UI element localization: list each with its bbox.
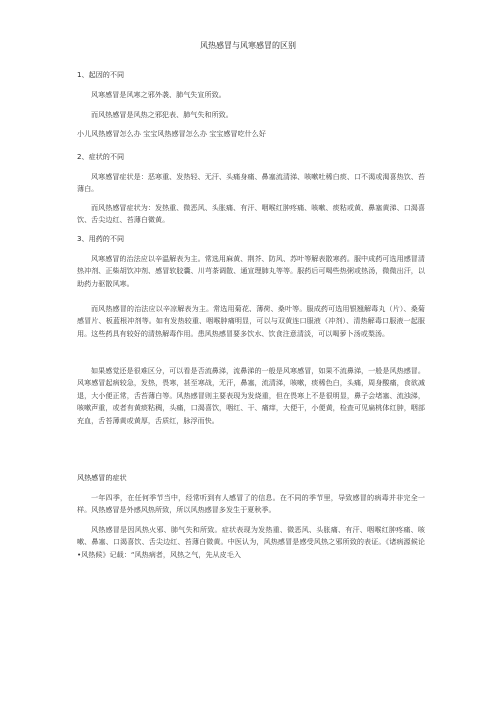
paragraph-8: 一年四季，在任何季节当中，经常听到有人感冒了的信息。在不同的季节里，导致感冒的病毒并非完全一样。风热感冒是外感风热所致，所以风热感冒多发生于夏秋季。 xyxy=(77,493,425,515)
section-heading-1: 1、起因的不同 xyxy=(77,70,125,79)
section-heading-2: 2、症状的不同 xyxy=(77,152,125,161)
paragraph-6: 而风热感冒的治法应以辛凉解表为主。常选用菊花、薄荷、桑叶等。服成药可选用银翘解毒丸（片）、桑菊感冒片、板蓝根冲剂等。如有发热较重、咽喉肿痛明显，可以与双黄连口服液（冲剂）、清热解毒口服液一起服用。这些药具有较好的清热解毒作用。患风热感冒要多饮水、饮食注意清淡，可以喝萝卜汤或梨汤。 xyxy=(77,304,425,338)
paragraph-1: 风寒感冒是风寒之邪外袭、肺气失宣所致。 xyxy=(91,90,226,99)
section-heading-3: 3、用药的不同 xyxy=(77,234,125,243)
paragraph-3: 风寒感冒症状是：恶寒重、发热轻、无汗、头痛身痛、鼻塞流清涕、咳嗽吐稀白痰、口不渴或渴喜热饮、苔薄白。 xyxy=(77,172,425,194)
paragraph-2: 而风热感冒是风热之邪犯表、肺气失和所致。 xyxy=(91,110,233,119)
paragraph-7: 如果感觉还是很难区分，可以看是否流鼻涕，流鼻涕的一般是风寒感冒，如果不流鼻涕，一般是风热感冒。风寒感冒起病较急，发热，畏寒，甚至寒战，无汗，鼻塞，流清涕，咳嗽，痰稀色白，头痛，周身酸痛，食欲减退，大小便正常，舌苔薄白等。风热感冒则主要表现为发烧重，但在畏寒上不是很明显，鼻子会堵塞、流浊涕，咳嗽声重，或者有黄痰粘稠，头痛，口渴喜饮，咽红、干、痛痒，大便干，小便黄，检查可见扁桃体红肿，咽部充血，舌苔薄黄或黄厚，舌质红，脉浮而快。 xyxy=(77,366,425,425)
document-title: 风热感冒与风寒感冒的区别 xyxy=(200,41,296,50)
paragraph-4: 而风热感冒症状为：发热重、微恶风、头胀痛、有汗、咽喉红肿疼痛、咳嗽、痰粘或黄、鼻塞黄涕、口渴喜饮、舌尖边红、苔薄白微黄。 xyxy=(77,203,425,225)
paragraph-9: 风热感冒是因风热火邪、肺气失和所致。症状表现为发热重、微恶风、头胀痛、有汗、咽喉红肿疼痛、咳嗽、鼻塞、口渴喜饮、舌尖边红、苔薄白微黄。中医认为，风热感冒是感受风热之邪所致的表证。《诸病源候论•风热候》记载：“风热病者，风热之气，先从皮毛入 xyxy=(77,525,425,559)
section-heading-4: 风热感冒的症状 xyxy=(77,473,127,482)
paragraph-5: 风寒感冒的治法应以辛温解表为主。常选用麻黄、荆芥、防风、苏叶等解表散寒药。服中成药可选用感冒清热冲剂、正柴胡饮冲剂、感冒软胶囊、川芎茶调散、通宣理肺丸等等。服药后可喝些热粥或热汤，微微出汗，以助药力驱散风寒。 xyxy=(77,254,425,288)
link-line[interactable]: 小儿风热感冒怎么办 宝宝风热感冒怎么办 宝宝感冒吃什么好 xyxy=(77,129,266,138)
